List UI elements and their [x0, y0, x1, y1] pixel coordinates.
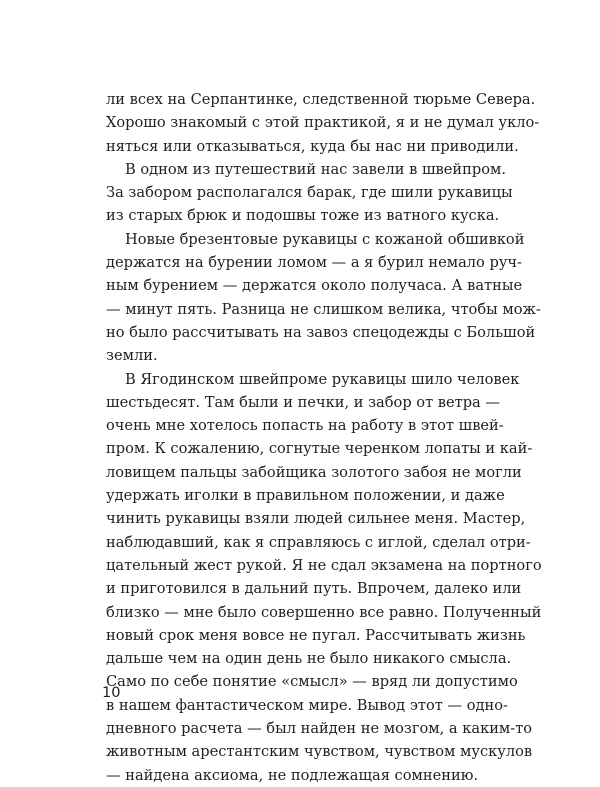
- text-line: дальше чем на один день не было никакого смысла.: [106, 650, 512, 668]
- text-line: животным арестантским чувством, чувством мускулов: [106, 743, 533, 761]
- text-line: За забором располагался барак, где шили рукавицы: [106, 184, 513, 202]
- text-line: В Ягодинском швейпроме рукавицы шило человек: [125, 370, 520, 388]
- text-line: земли.: [106, 347, 158, 365]
- text-line: новый срок меня вовсе не пугал. Рассчитывать жизнь: [106, 626, 526, 644]
- page-number: 10: [102, 684, 121, 701]
- text-line: наблюдавший, как я справляюсь с иглой, сделал отри-: [106, 533, 531, 551]
- text-line: — минут пять. Разница не слишком велика, чтобы мож-: [106, 300, 541, 318]
- text-line: и приготовился в дальний путь. Впрочем, далеко или: [106, 580, 522, 598]
- text-line: удержать иголки в правильном положении, и даже: [106, 487, 505, 505]
- text-line: чинить рукавицы взяли людей сильнее меня. Мастер,: [106, 510, 526, 528]
- text-line: цательный жест рукой. Я не сдал экзамена на портного: [106, 556, 542, 574]
- text-line: ным бурением — держатся около получаса. А ватные: [106, 277, 523, 295]
- text-line: пром. К сожалению, согнутые черенком лопаты и кай-: [106, 440, 533, 458]
- text-line: но было рассчитывать на завоз спецодежды с Большой: [106, 323, 536, 341]
- text-line: Новые брезентовые рукавицы с кожаной обшивкой: [125, 230, 525, 248]
- text-line: В одном из путешествий нас завели в швейпром.: [125, 160, 506, 178]
- body-text: [106, 88, 542, 787]
- text-line: очень мне хотелось попасть на работу в этот швей-: [106, 417, 504, 435]
- text-line: Само по себе понятие «смысл» — вряд ли допустимо: [106, 673, 518, 691]
- text-line: ловищем пальцы забойщика золотого забоя не могли: [106, 463, 522, 481]
- text-line: няться или отказываться, куда бы нас ни приводили.: [106, 137, 519, 155]
- text-line: в нашем фантастическом мире. Вывод этот — одно-: [106, 696, 508, 714]
- text-line: близко — мне было совершенно все равно. Полученный: [106, 603, 542, 621]
- text-line: дневного расчета — был найден не мозгом, а каким-то: [106, 720, 533, 738]
- text-line: — найдена аксиома, не подлежащая сомнению.: [106, 766, 479, 784]
- text-line: шестьдесят. Там были и печки, и забор от ветра —: [106, 393, 500, 411]
- text-line: держатся на бурении ломом — а я бурил немало руч-: [106, 254, 522, 272]
- text-line: Хорошо знакомый с этой практикой, я и не думал укло-: [106, 114, 540, 132]
- text-line: из старых брюк и подошвы тоже из ватного куска.: [106, 207, 500, 225]
- text-line: ли всех на Серпантинке, следственной тюрьме Севера.: [106, 91, 536, 108]
